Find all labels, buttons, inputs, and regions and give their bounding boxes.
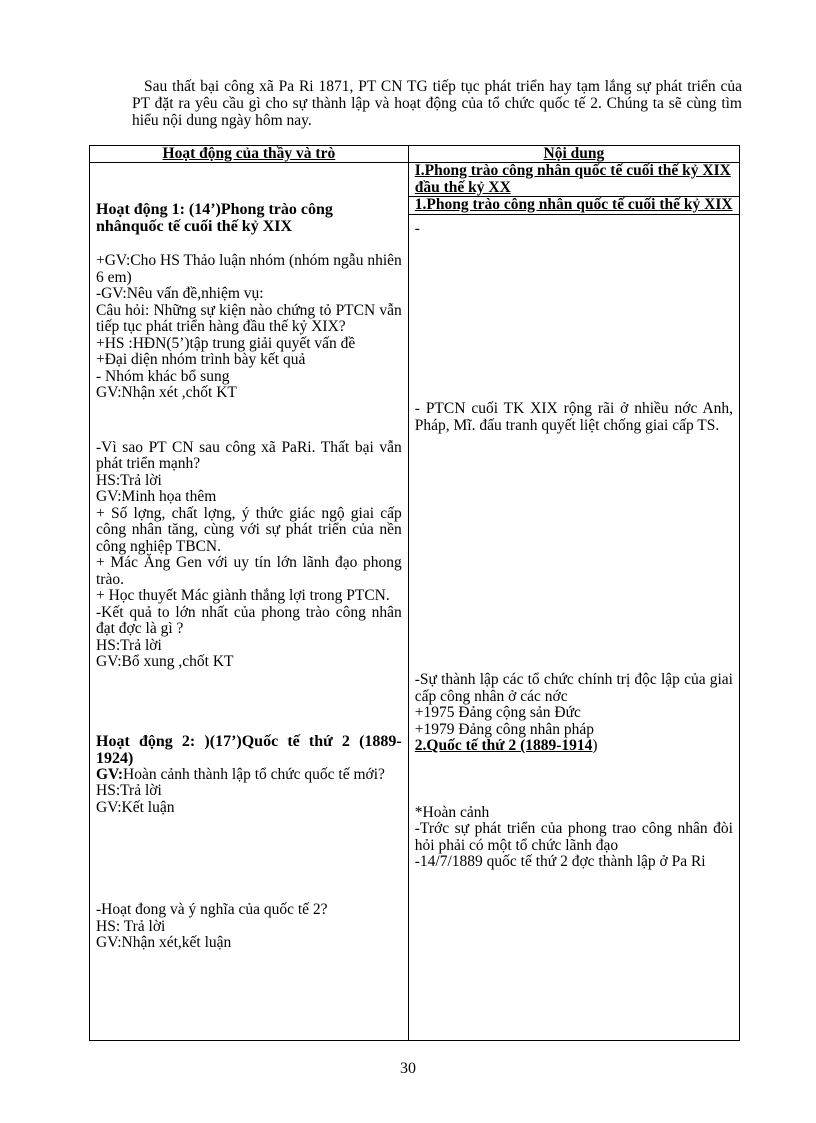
subsection-2-heading-tail: ) bbox=[592, 737, 598, 754]
content-3-line: -14/7/1889 quốc tế thứ 2 đợc thành lập ở Pa Ri bbox=[414, 853, 706, 870]
content-3-line: *Hoàn cảnh bbox=[414, 803, 490, 821]
header-content: Nội dung bbox=[408, 146, 739, 163]
a2b-line: HS: Trả lời bbox=[96, 917, 166, 935]
subsection-2-heading-text: 2.Quốc tế thứ 2 (1889-1914 bbox=[414, 737, 593, 754]
table-body-row bbox=[90, 163, 740, 1041]
right-column bbox=[408, 163, 739, 1041]
subsection-1-heading-block bbox=[409, 197, 739, 215]
table-header-row bbox=[90, 146, 740, 163]
content-2-block bbox=[415, 672, 733, 738]
section-1-heading: I.Phong trào công nhân quốc tế cuối thế kỷ XIX đầu thế kỷ XX bbox=[414, 162, 731, 196]
page-number: 30 bbox=[400, 1060, 416, 1077]
a1b-line: HS:Trả lời bbox=[96, 471, 162, 489]
a2b-line: GV:Nhận xét,kết luận bbox=[96, 934, 232, 951]
content-3-block bbox=[415, 805, 733, 871]
content-2-line: -Sự thành lập các tổ chức chính trị độc lập của giai cấp công nhân ở các nớc bbox=[414, 671, 733, 705]
left-column bbox=[90, 163, 409, 1041]
activity-1b-block bbox=[96, 440, 402, 671]
activity-1-block bbox=[96, 253, 402, 402]
a1-line: +GV:Cho HS Thảo luận nhóm (nhóm ngẫu nhiên 6 em) bbox=[96, 252, 402, 286]
a1-line: +Đại diện nhóm trình bày kết quả bbox=[96, 351, 306, 368]
intro-paragraph bbox=[132, 78, 742, 129]
a1-line: Câu hỏi: Những sự kiện nào chứng tỏ PTCN vẫn tiếp tục phát triển hàng đầu thế kỷ XIX? bbox=[96, 301, 402, 335]
a1b-line: + Số lợng, chất lợng, ý thức giác ngộ giai cấp công nhân tăng, cùng với sự phát triển của nền công nghiệp TBCN. bbox=[96, 504, 402, 555]
intro-text: Sau thất bại công xã Pa Ri 1871, PT CN TG tiếp tục phát triển hay tạm lắng sự phát triển của PT đặt ra yêu cầu gì cho sự thành lập và hoạt động của tổ chức quốc tế 2. Chúng ta sẽ cùng tìm hiểu nội dung ngày hôm nay. bbox=[132, 78, 742, 129]
a1b-line: -Vì sao PT CN sau công xã PaRi. Thất bại vẫn phát triển mạnh? bbox=[96, 438, 402, 472]
lesson-table bbox=[89, 145, 740, 1041]
content-3-line: -Trớc sự phát triển của phong trao công nhân đòi hỏi phải có một tổ chức lãnh đạo bbox=[414, 820, 733, 854]
a1-line: +HS :HĐN(5’)tập trung giải quyết vấn đề bbox=[96, 334, 356, 352]
content-2-line: +1979 Đảng công nhân pháp bbox=[414, 720, 594, 738]
header-teacher-student: Hoạt động của thầy và trò bbox=[90, 146, 409, 163]
content-2-line: +1975 Đảng cộng sản Đức bbox=[414, 704, 581, 721]
activity-2-title: Hoạt động 2: )(17’)Quốc tế thứ 2 (1889-1924) bbox=[96, 732, 402, 767]
gv-label: GV: bbox=[96, 765, 123, 783]
a1-line: -GV:Nêu vấn đề,nhiệm vụ: bbox=[96, 285, 264, 302]
gv-question: Hoàn cảnh thành lập tổ chức quốc tế mới? bbox=[123, 765, 385, 783]
a1b-line: GV:Minh họa thêm bbox=[96, 488, 217, 505]
subsection-1-heading: 1.Phong trào công nhân quốc tế cuối thế kỷ XIX bbox=[414, 196, 733, 213]
activity-1-title: Hoạt động 1: (14’)Phong trào công nhânquốc tế cuối thế kỷ XIX bbox=[96, 201, 333, 235]
a1b-line: GV:Bổ xung ,chốt KT bbox=[96, 653, 234, 670]
a1b-line: HS:Trả lời bbox=[96, 636, 162, 654]
a2-line: HS:Trả lời bbox=[96, 782, 162, 799]
a1-line: - Nhóm khác bổ sung bbox=[96, 367, 230, 385]
a1-line: GV:Nhận xét ,chốt KT bbox=[96, 384, 237, 401]
a1b-line: + Học thuyết Mác giành thắng lợi trong PTCN. bbox=[96, 587, 390, 604]
a1b-line: + Mác Ăng Gen với uy tín lớn lãnh đạo phong trào. bbox=[96, 554, 402, 588]
section-1-heading-block bbox=[409, 163, 739, 197]
subsection-2-heading bbox=[415, 738, 733, 755]
activity-2-question bbox=[96, 767, 402, 784]
content-1: - PTCN cuối TK XIX rộng rãi ở nhiều nớc Anh, Pháp, Mĩ. đấu tranh quyết liệt chống giai cấp TS. bbox=[414, 400, 733, 434]
dash-mark: - bbox=[414, 219, 420, 237]
a1b-line: -Kết quả to lớn nhất của phong trào công nhân đạt đợc là gì ? bbox=[96, 603, 402, 637]
a2b-line: -Hoạt đong và ý nghĩa của quốc tế 2? bbox=[96, 901, 328, 918]
a2-line: GV:Kết luận bbox=[96, 798, 175, 816]
